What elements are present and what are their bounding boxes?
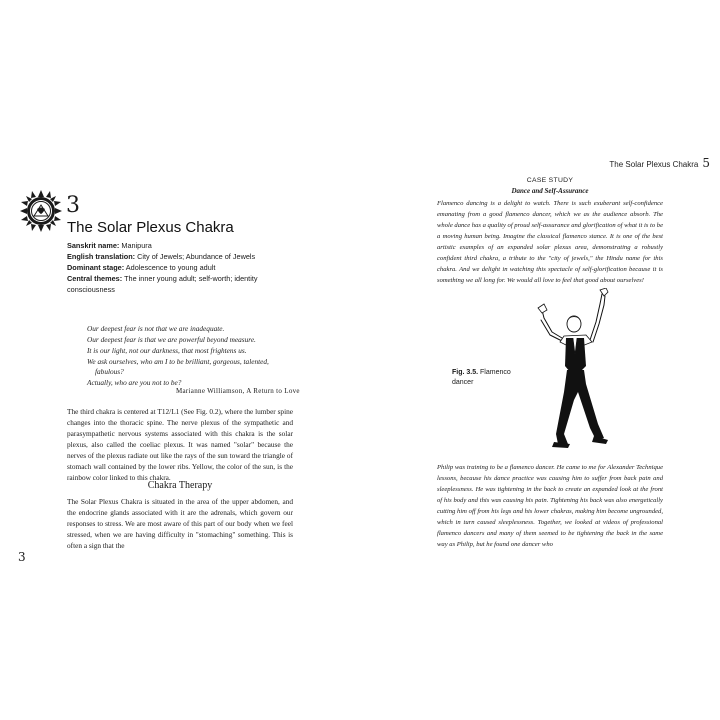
page-number: 5 bbox=[702, 156, 710, 170]
quote-line: We ask ourselves, who am I to be brilliant, gorgeous, talented, bbox=[87, 357, 269, 366]
case-study-paragraph: Philip was training to be a flamenco dancer. He came to me for Alexander Technique lessons, because his dance practice was causing him to suffer from back pain and sleeplessness. He was tightening in the back to create an expanded look at the front of his body and this was causing his pain. Tightening his back was also energetically cutting him off from his legs and his lower chakras, making him become ungrounded, which in turn caused sleeplessness. Together, we looked at videos of professional flamenco dancers and many of them seemed to be tightening the back in the same way as Philip, but he found one dancer who bbox=[437, 464, 663, 548]
meta-label: Sanskrit name: bbox=[67, 241, 120, 250]
meta-label: English translation: bbox=[67, 252, 136, 261]
quote-line: fabulous? bbox=[95, 367, 124, 376]
meta-value: Manipura bbox=[121, 241, 152, 250]
meta-label: Central themes: bbox=[67, 274, 123, 283]
meta-themes bbox=[67, 274, 307, 295]
case-study-label: CASE STUDY bbox=[526, 177, 574, 184]
section-heading: Chakra Therapy bbox=[147, 480, 213, 491]
solar-plexus-chakra-icon bbox=[18, 188, 64, 234]
chapter-number: 3 bbox=[66, 193, 80, 218]
meta-label: Dominant stage: bbox=[67, 263, 125, 272]
meta-value: The inner young adult; self-worth; identity consciousness bbox=[67, 274, 258, 294]
flamenco-dancer-illustration bbox=[520, 288, 640, 450]
figure-caption-text: Flamenco dancer bbox=[452, 369, 511, 386]
body-paragraph: The Solar Plexus Chakra is situated in the area of the upper abdomen, and the endocrine glands associated with it are the adrenals, which govern our responses to stress. We are most aware of this part of our body when we feel stressed, when we are having difficulty in "stomaching" something. This is often a sign that the bbox=[67, 497, 293, 550]
running-header-title: The Solar Plexus Chakra bbox=[609, 160, 699, 169]
quote-line: Our deepest fear is that we are powerful beyond measure. bbox=[87, 335, 256, 344]
figure-caption bbox=[452, 368, 522, 388]
case-study-paragraph: Flamenco dancing is a delight to watch. There is such exuberant self-confidence emanating from a good flamenco dancer, which we as the audience absorb. The whole dance has a quality of proud self-assurance and glorification of what it is to be a moving human being. Imagine the classical flamenco stance. It is one of the best artistic examples of an expanded solar plexus area, demonstrating a robustly confident third chakra, a tribute to the "city of jewels," the Hindu name for this chakra. And we delight in watching this spectacle of self-glorification because it is something we all long for. We would all love to feel that good about ourselves! bbox=[437, 200, 663, 284]
quote-line: Actually, who are you not to be? bbox=[87, 378, 182, 387]
case-study-title: Dance and Self-Assurance bbox=[511, 187, 589, 195]
running-header bbox=[560, 156, 710, 170]
meta-value: Adolescence to young adult bbox=[125, 263, 216, 272]
quote-line: It is our light, not our darkness, that most frightens us. bbox=[87, 346, 247, 355]
chapter-title: The Solar Plexus Chakra bbox=[67, 219, 234, 236]
meta-value: City of Jewels; Abundance of Jewels bbox=[137, 252, 256, 261]
meta-sanskrit bbox=[67, 241, 307, 252]
body-paragraph: The third chakra is centered at T12/L1 (See Fig. 0.2), where the lumber spine changes into the thoracic spine. The nerve plexus of the sympathetic and parasympathetic nervous systems associated with this chakra is the solar plexus, also called the coeliac plexus. It was named "solar" because the nerves of the plexus radiate out like the rays of the sun toward the triangle of stomach wall contained by the lower ribs. Yellow, the color of the sun, is the rainbow color linked to this chakra. bbox=[67, 407, 293, 482]
meta-stage bbox=[67, 263, 307, 274]
meta-english bbox=[67, 252, 307, 263]
left-page-number: 3 bbox=[18, 550, 26, 564]
quote-attribution: Marianne Williamson, A Return to Love bbox=[176, 387, 300, 395]
quote-line: Our deepest fear is not that we are inadequate. bbox=[87, 324, 225, 333]
figure-label: Fig. 3.5. bbox=[452, 369, 479, 376]
